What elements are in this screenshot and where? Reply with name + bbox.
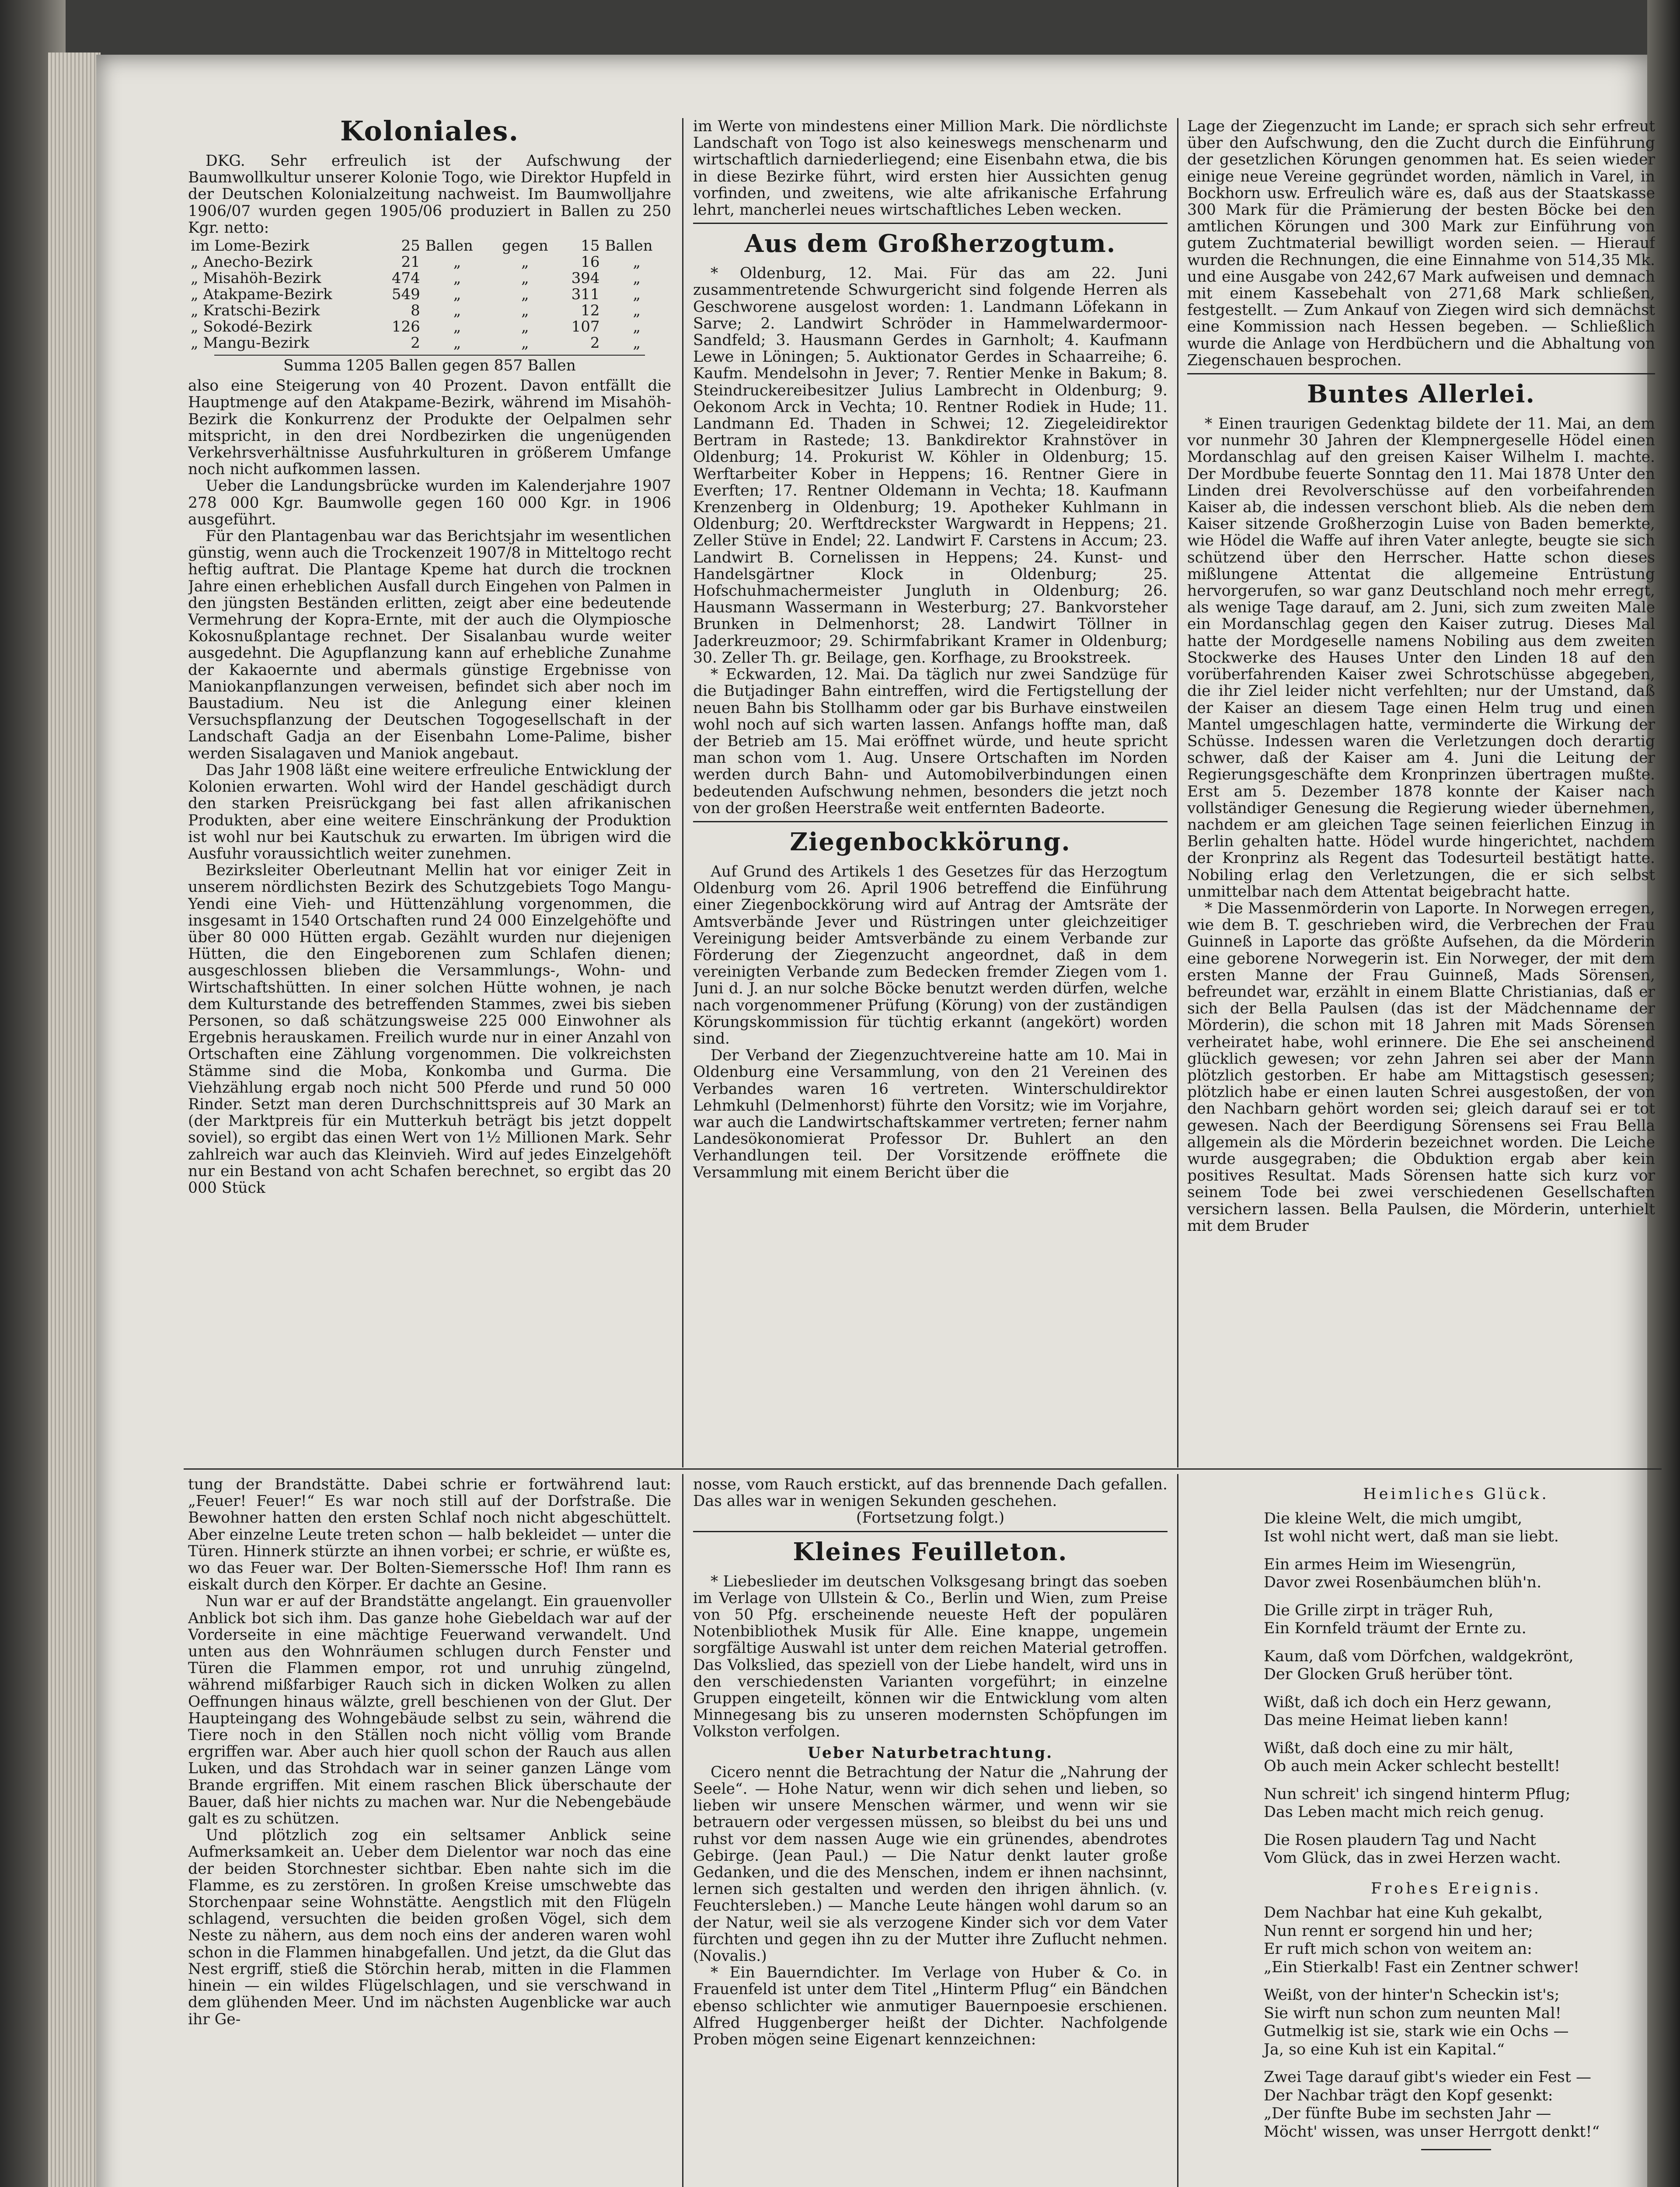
story-paragraph: Und plötzlich zog ein seltsamer Anblick seine Aufmerksamkeit an. Ueber dem Dielentor war noch das eine der beiden Storchnester sichtbar. Eben nahte sich im die Flamme, es zu zerstören. In großen Kreise umschwebte das Storchenpaar seine Wohnstätte. Aengstlich mit den Flügeln schlagend, versuchten die beiden großen Vögel, sich dem Neste zu nähern, aus dem noch eins der anderen waren wohl schon in die Flammen hinabgefallen. Und jetzt, da die Glut das Nest ergriff, stieß die Störchin herab, mitten in die Flammen hinein — ein wildes Flügelschlagen, und sie verschwand in dem glühenden Meer. Und im nächsten Augenblicke war auch ihr Ge-: [188, 1827, 671, 2028]
article-paragraph: Ueber die Landungsbrücke wurden im Kalenderjahre 1907 278 000 Kgr. Baumwolle gegen 160 000 Kgr. in 1906 ausgeführt.: [188, 477, 671, 528]
poem-line: Weißt, von der hinter'n Scheckin ist's;: [1264, 1986, 1560, 2004]
article-paragraph: DKG. Sehr erfreulich ist der Aufschwung der Baumwollkultur unserer Kolonie Togo, wie Direktor Hupfeld in der Deutschen Kolonialzeitung nachweist. Im Baumwolljahre 1906/07 wurden gegen 1905/06 produziert in Ballen zu 250 Kgr. netto:: [188, 152, 671, 237]
table-row: im Lome-Bezirk 25 Ballen gegen 15 Ballen: [191, 237, 653, 255]
poem-line: Kaum, daß vom Dörfchen, waldgekrönt,: [1264, 1647, 1574, 1665]
poem-line: Ob auch mein Acker schlecht bestellt!: [1264, 1757, 1561, 1775]
article-paragraph: * Ein Bauerndichter. Im Verlage von Huber & Co. in Frauenfeld ist unter dem Titel „Hinterm Pflug“ ein Bändchen ebenso schlichter wie anmutiger Bauernpoesie erschienen. Alfred Huggenberger heißt der Dichter. Nachfolgende Proben mögen seine Eigenart kennzeichnen:: [693, 1964, 1168, 2049]
table-row: „ Anecho-Bezirk 21 „ „ 16 „: [191, 253, 641, 271]
poem-line: Er ruft mich schon von weitem an:: [1264, 1940, 1532, 1958]
poem-line: Der Nachbar trägt den Kopf gesenkt:: [1264, 2086, 1553, 2104]
divider: [693, 821, 1168, 822]
divider: [693, 1531, 1168, 1532]
column-poems: [1264, 1483, 1649, 2187]
article-paragraph: * Die Massenmörderin von Laporte. In Norwegen erregen, wie dem B. T. geschrieben wird, die Verbrechen der Frau Guinneß in Laporte das größte Aufsehen, da die Mörderin eine geborene Norwegerin ist. Ein Norweger, der mit dem ersten Manne der Frau Guinneß, Mads Sörensen, befreundet war, erzählt in einem Blatte Christianias, daß er sich der Bella Paulsen (das ist der Mädchenname der Mörderin), die schon mit 18 Jahren mit Mads Sörensen verheiratet habe, wohl erinnere. Die Ehe sei anscheinend glücklich gewesen; vor zehn Jahren sei aber der Mann plötzlich gestorben. Er habe am Mittagstisch gesessen; plötzlich habe er einen lauten Schrei ausgestoßen, der von den Nachbarn gehört worden sei; gleich darauf sei er tot gewesen. Nach der Beerdigung Sörensens sei Frau Bella allgemein als die Mörderin bezeichnet worden. Die Leiche wurde ausgegraben; die Obduktion ergab aber kein positives Resultat. Mads Sörensen hatte sich kurz vor seinem Tode bei zwei verschiedenen Gesellschaften versichern lassen. Bella Paulsen, die Mörderin, unterhielt mit dem Bruder: [1187, 899, 1655, 1235]
column-rule: [682, 1474, 683, 2187]
story-paragraph: Nun war er auf der Brandstätte angelangt. Ein grauenvoller Anblick bot sich ihm. Das ganze hohe Giebeldach war auf der Vorderseite in eine mächtige Feuerwand verwandelt. Und unten aus den Wohnräumen schlugen durch Fenster und Türen die Flammen empor, rot und unruhig züngelnd, während mißfarbiger Rauch sich in dicken Wolken zu allen Oeffnungen hinaus wälzte, grell beschienen von der Glut. Der Haupteingang des Wohngebäude selbst zu sein, während die Tiere noch in den Ställen noch nicht völlig vom Brande ergriffen war. Aber auch hier quoll schon der Rauch aus allen Luken, und das Strohdach war in seiner ganzen Länge vom Brande ergriffen. Mit einem raschen Blick überschaute der Bauer, daß hier nichts zu machen war. Nur die Nebengebäude galt es zu schützen.: [188, 1593, 671, 1828]
table-row: „ Misahöh-Bezirk 474 „ „ 394 „: [191, 269, 641, 287]
article-paragraph: Für den Plantagenbau war das Berichtsjahr im wesentlichen günstig, wenn auch die Trockenzeit 1907/8 in Mitteltogo recht heftig auftrat. Die Plantage Kpeme hat durch die trocknen Jahre einen erheblichen Ausfall durch Eingehen von Palmen in den jüngsten Beständen erlitten, zeigt aber eine bedeutende Vermehrung der Kopra-Ernte, mit der auch die Olympiosche Kokosnußplantage rechnet. Der Sisalanbau wurde weiter ausgedehnt. Die Agupflanzung kann auf erhebliche Zunahme der Kakaoernte und abermals günstige Ergebnisse von Maniokanpflanzungen verweisen, befindet sich aber noch im Baustadium. Neu ist die Anlegung einer kleinen Versuchspflanzung der Deutschen Togogesellschaft in der Landschaft Gadja an der Eisenbahn Lome-Palime, bisher werden Sisalagaven und Maniok angebaut.: [188, 528, 671, 762]
column-grossherzogtum: [693, 118, 1168, 1467]
article-paragraph: Das Jahr 1908 läßt eine weitere erfreuliche Entwicklung der Kolonien erwarten. Wohl wird der Handel geschädigt durch den starken Preisrückgang bei fast allen afrikanischen Produkten, aber eine weitere Einschränkung der Produktion ist wohl nur bei Kautschuk zu erwarten. Im übrigen wird die Ausfuhr voraussichtlich weiter zunehmen.: [188, 761, 671, 863]
poem-line: Ein Kornfeld träumt der Ernte zu.: [1264, 1620, 1527, 1637]
table-row: „ Mangu-Bezirk 2 „ „ 2 „: [191, 334, 641, 352]
article-paragraph: * Liebeslieder im deutschen Volksgesang bringt das soeben im Verlage von Ullstein & Co., Berlin und Wien, zum Preise von 50 Pfg. erscheinende neueste Heft der populären Notenbibliothek Musik für Alle. Eine knappe, ungemein sorgfältige Auswahl ist unter dem reichen Material getroffen. Das Volkslied, das speziell von der Liebe handelt, wird uns in den verschiedensten Varianten vorgeführt; in einzelne Gruppen eingeteilt, können wir die Entwicklung vom alten Minnegesang bis zu unseren modernsten Schöpfungen im Volkston verfolgen.: [693, 1572, 1168, 1741]
column-feuilleton: [693, 1476, 1168, 2187]
column-rule: [1177, 1474, 1178, 2187]
column-buntes-allerlei: [1187, 118, 1655, 1467]
heading-buntes-allerlei: Buntes Allerlei.: [1307, 380, 1536, 409]
heading-koloniales: Koloniales.: [340, 115, 519, 147]
column-serial-story: [188, 1476, 671, 2187]
column-rule: [682, 118, 683, 1467]
heading-kleines-feuilleton: Kleines Feuilleton.: [793, 1537, 1068, 1566]
article-paragraph: * Oldenburg, 12. Mai. Für das am 22. Juni zusammentretende Schwurgericht sind folgende Herren als Geschworene ausgelost worden: 1. Landmann Löfekann in Sarve; 2. Landwirt Schröder in Hammelwardermoor-Sandfeld; 3. Hausmann Gerdes in Garnholt; 4. Kaufmann Lewe in Löningen; 5. Auktionator Gerdes in Schaarreihe; 6. Kaufm. Mendelsohn in Jever; 7. Rentier Menke in Bakum; 8. Steindruckereibesitzer Julius Lambrecht in Oldenburg; 9. Oekonom Arck in Vechta; 10. Rentner Rodiek in Hude; 11. Landmann Ed. Thaden in Schwei; 12. Ziegeleidirektor Bertram in Rastede; 13. Bankdirektor Krahnstöver in Oldenburg; 14. Prokurist W. Köhler in Oldenburg; 15. Werftarbeiter Kober in Heppens; 16. Rentner Giere in Everften; 17. Rentner Oldemann in Vechta; 18. Kaufmann Krenzenberg in Oldenburg; 19. Apotheker Kuhlmann in Oldenburg; 20. Werftdreckster Wargwardt in Heppens; 21. Zeller Stüve in Endel; 22. Landwirt F. Carstens in Accum; 23. Landwirt B. Cornelissen in Heppens; 24. Kunst- und Handelsgärtner Klock in Oldenburg; 25. Hofschuhmachermeister Jungluth in Oldenburg; 26. Hausmann Wassermann in Westerburg; 27. Bankvorsteher Brunken in Delmenhorst; 28. Landwirt Töllner in Jaderkreuzmoor; 29. Schirmfabrikant Kramer in Oldenburg; 30. Zeller Th. gr. Beilage, gen. Korfhage, zu Brookstreek.: [693, 265, 1168, 667]
poem-title: Heimliches Glück.: [1363, 1485, 1549, 1503]
article-paragraph: * Eckwarden, 12. Mai. Da täglich nur zwei Sandzüge für die Butjadinger Bahn eintreffen, wird die Fertigstellung der neuen Bahn bis Stollhamm oder gar bis Burhave einstweilen wohl noch auf sich warten lassen. Anfangs hoffte man, daß der Betrieb am 15. Mai eröffnet würde, und heute spricht man schon vom 1. Aug. Unsere Ortschaften im Norden werden durch Bahn- und Automobilverbindungen einen bedeutenden Aufschwung nehmen, besonders die jetzt noch von der großen Heerstraße weit entfernten Badeorte.: [693, 666, 1168, 817]
poem-line: Zwei Tage darauf gibt's wieder ein Fest —: [1264, 2068, 1591, 2086]
table-row: „ Sokodé-Bezirk 126 „ „ 107 „: [191, 318, 641, 336]
continuation-note: (Fortsetzung folgt.): [856, 1509, 1005, 1527]
article-paragraph: Bezirksleiter Oberleutnant Mellin hat vor einiger Zeit in unserem nördlichsten Bezirk des Schutzgebiets Togo Mangu-Yendi eine Vieh- und Hüttenzählung vorgenommen, die insgesamt in 1540 Ortschaften rund 24 000 Einzelgehöfte und über 80 000 Hütten ergab. Gezählt wurden nur diejenigen Hütten, die den Eingeborenen zum Schlafen dienen; ausgeschlossen blieben die Versammlungs-, Wohn- und Wirtschaftshütten. In einer solchen Hütte wohnen, je nach dem Kulturstande des betreffenden Stammes, zwei bis sieben Personen, so daß schätzungsweise 225 000 Einwohner als Ergebnis herauskamen. Freilich wurde nur in einer Anzahl von Ortschaften eine Zählung vorgenommen. Die volkreichsten Stämme sind die Moba, Konkomba und Gurma. Die Viehzählung ergab noch nicht 500 Pferde und rund 50 000 Rinder. Setzt man deren Durchschnittspreis auf 30 Mark an (der Marktpreis für ein Mutterkuh beträgt bis jetzt doppelt soviel), so ergibt das einen Wert von 1½ Millionen Mark. Sehr zahlreich war auch das Kleinvieh. Wird auf jedes Einzelgehöft nur ein Bestand von acht Schafen berechnet, so ergibt das 20 000 Stück: [188, 862, 671, 1197]
poem-line: Vom Glück, das in zwei Herzen wacht.: [1264, 1849, 1561, 1867]
cotton-table: [188, 238, 671, 351]
poem-line: Das meine Heimat lieben kann!: [1264, 1712, 1509, 1729]
column-koloniales: [188, 112, 671, 1467]
poem-line: Gutmelkig ist sie, stark wie ein Ochs —: [1264, 2023, 1569, 2040]
divider: [1187, 373, 1655, 374]
poem-line: „Ein Stierkalb! Fast ein Zentner schwer!: [1264, 1958, 1579, 1976]
article-paragraph: Cicero nennt die Betrachtung der Natur die „Nahrung der Seele“. — Hohe Natur, wenn wir dich sehen und lieben, so lieben wir unsere Menschen wärmer, und wenn wir sie betrauern oder vergessen müssen, so bleibst du bei uns und ruhst vor dem nassen Auge wie ein grünendes, abendrotes Gebirge. (Jean Paul.) — Die Natur denkt lauter große Gedanken, und die des Menschen, indem er ihnen nachsinnt, lernen sich gestalten und werden den ihrigen ähnlich. (v. Feuchtersleben.) — Manche Leute hängen wohl darum so an der Natur, weil sie als verzogene Kinder sich vor dem Vater fürchten und gegen ihn zu der Mutter ihre Zuflucht nehmen. (Novalis.): [693, 1763, 1168, 1965]
article-paragraph: Der Verband der Ziegenzuchtvereine hatte am 10. Mai in Oldenburg eine Versammlung, von den 21 Vereinen des Verbandes waren 16 vertreten. Winterschuldirektor Lehmkuhl (Delmenhorst) führte den Vorsitz; wie im Vorjahre, war auch die Landwirtschaftskammer vertreten; ferner nahm Landesökonomierat Professor Dr. Buhlert an den Verhandlungen teil. Der Vorsitzende eröffnete die Versammlung mit einem Bericht über die: [693, 1047, 1168, 1181]
article-paragraph: * Einen traurigen Gedenktag bildete der 11. Mai, an dem vor nunmehr 30 Jahren der Klempnergeselle Hödel einen Mordanschlag auf den greisen Kaiser Wilhelm I. machte. Der Mordbube feuerte Sonntag den 11. Mai 1878 Unter den Linden drei Revolverschüsse auf den vorbeifahrenden Kaiser ab, die indessen verschont blieb. Als die neben dem Kaiser sitzende Großherzogin Luise von Baden bemerkte, wie Hödel die Waffe auf ihren Vater anlegte, beugte sie sich schützend über den Herrscher. Hatte schon dieses mißlungene Attentat die allgemeine Entrüstung hervorgerufen, so war ganz Deutschland noch mehr erregt, als wenige Tage darauf, am 2. Juni, sich zum zweiten Male ein Mordanschlag gegen den Kaiser zutrug. Dieses Mal hatte der Mordgeselle namens Nobiling aus dem zweiten Stockwerke des Hauses Unter den Linden 18 auf den vorüberfahrenden Kaiser zwei Schrotschüsse abgegeben, die ihr Ziel leider nicht verfehlten; nur der Umstand, daß der Kaiser an diesem Tage einen Helm trug und einen Mantel umgeschlagen hatte, verminderte die Wirkung der Schüsse. Indessen waren die Verletzungen doch derartig schwer, daß der Kaiser am 4. Juni die Leitung der Regierungsgeschäfte dem Kronprinzen übertragen mußte. Erst am 5. Dezember 1878 konnte der Kaiser nach vollständiger Genesung die Regierung wieder übernehmen, nachdem er am gleichen Tage seinen feierlichen Einzug in Berlin gehalten hatte. Hödel wurde hingerichtet, nachdem der Kronprinz als Regent das Todesurteil bestätigt hatte. Nobiling erlag den Verletzungen, die er sich selbst unmittelbar nach dem Attentat beigebracht hatte.: [1187, 415, 1655, 901]
heading-ziegenbockkoerung: Ziegenbockkörung.: [790, 827, 1071, 856]
poem-line: Nun schreit' ich singend hinterm Pflug;: [1264, 1785, 1571, 1803]
poem-line: Der Glocken Gruß herüber tönt.: [1264, 1666, 1513, 1683]
table-sum: Summa 1205 Ballen gegen 857 Ballen: [214, 355, 645, 374]
poem-line: Wißt, daß doch eine zu mir hält,: [1264, 1739, 1514, 1757]
section-rule: [184, 1468, 1662, 1470]
poem-line: Ja, so eine Kuh ist ein Kapital.“: [1264, 2040, 1505, 2058]
story-paragraph: tung der Brandstätte. Dabei schrie er fortwährend laut: „Feuer! Feuer!“ Es war noch still auf der Dorfstraße. Die Bewohner hatten den ersten Schlaf noch nicht abgeschüttelt. Aber einzelne Leute treten schon — halb bekleidet — unter die Türen. Hinnerk stürzte an ihnen vorbei; er schrie, er wüßte es, wo das Feuer war. Der Bolten-Siemerssche Hof! Ihm rann es eiskalt durch den Körper. Er dachte an Gesine.: [188, 1476, 671, 1594]
article-paragraph: im Werte von mindestens einer Million Mark. Die nördlichste Landschaft von Togo ist also keineswegs menschenarm und wirtschaftlich darniederliegend; eine Eisenbahn etwa, die bis in diese Bezirke führt, wird ersten hier Aussichten genug vorfinden, und zweitens, wie alte afrikanische Erfahrung lehrt, mancherlei neues wirtschaftliches Leben wecken.: [693, 118, 1168, 219]
article-paragraph: also eine Steigerung von 40 Prozent. Davon entfällt die Hauptmenge auf den Atakpame-Bezirk, während im Misahöh-Bezirk die Konkurrenz der Produkte der Oelpalmen sehr mitspricht, in den drei Nordbezirken die ungenügenden Verkehrsverhältnisse Ausfuhrkulturen in größerem Umfange noch nicht aufkommen lassen.: [188, 377, 671, 479]
poem-line: „Der fünfte Bube im sechsten Jahr —: [1264, 2105, 1551, 2122]
poem-line: Ist wohl nicht wert, daß man sie liebt.: [1264, 1528, 1559, 1545]
divider: [693, 223, 1168, 224]
poem-title: Frohes Ereignis.: [1371, 1880, 1541, 1897]
table-row: „ Kratschi-Bezirk 8 „ „ 12 „: [191, 302, 641, 320]
poem-line: Die Grille zirpt in träger Ruh,: [1264, 1601, 1494, 1619]
poem-line: Die Rosen plaudern Tag und Nacht: [1264, 1831, 1536, 1849]
heading-grossherzogtum: Aus dem Großherzogtum.: [744, 229, 1116, 259]
poem-line: Ein armes Heim im Wiesengrün,: [1264, 1555, 1516, 1573]
story-paragraph: nosse, vom Rauch erstickt, auf das brennende Dach gefallen. Das alles war in wenigen Sekunden geschehen.: [693, 1476, 1168, 1510]
poem-line: Wißt, daß ich doch ein Herz gewann,: [1264, 1693, 1552, 1711]
poem-line: Die kleine Welt, die mich umgibt,: [1264, 1509, 1523, 1527]
page-stack: [48, 52, 101, 2187]
column-rule: [1177, 118, 1178, 1467]
end-rule: [1421, 2149, 1491, 2150]
subheading-naturbetrachtung: Ueber Naturbetrachtung.: [807, 1744, 1053, 1762]
poem-line: Davor zwei Rosenbäumchen blüh'n.: [1264, 1574, 1542, 1591]
poem-line: Das Leben macht mich reich genug.: [1264, 1803, 1544, 1821]
table-row: „ Atakpame-Bezirk 549 „ „ 311 „: [191, 286, 641, 304]
poem-line: Nun rennt er sorgend hin und her;: [1264, 1922, 1533, 1940]
article-paragraph: Auf Grund des Artikels 1 des Gesetzes für das Herzogtum Oldenburg vom 26. April 1906 betreffend die Einführung einer Ziegenbockkörung wird auf Antrag der Amtsräte der Amtsverbände Jever und Rüstringen unter gleichzeitiger Vereinigung beider Amtsverbände zu einem Verbande zur Förderung der Ziegenzucht angeordnet, daß in dem vereinigten Verbande zum Bedecken fremder Ziegen vom 1. Juni d. J. an nur solche Böcke benutzt werden dürfen, welche nach vorgenommener Prüfung (Körung) von der zuständigen Körungskommission für tüchtig erkannt (angekört) worden sind.: [693, 863, 1168, 1048]
poem-line: Möcht' wissen, was unser Herrgott denkt!“: [1264, 2123, 1600, 2141]
poem-line: Sie wirft nun schon zum neunten Mal!: [1264, 2004, 1561, 2022]
article-paragraph: Lage der Ziegenzucht im Lande; er sprach sich sehr erfreut über den Aufschwung, den die Zucht durch die Einführung der gesetzlichen Körungen genommen hat. Es seien wieder einige neue Vereine gegründet worden, nämlich in Varel, in Bockhorn usw. Erfreulich wäre es, daß aus der Staatskasse 300 Mark für die Prämierung der besten Böcke bei den amtlichen Körungen und 300 Mark zur Einführung von gutem Zuchtmaterial bewilligt worden seien. — Hierauf wurden die Rechnungen, die eine Einnahme von 514,35 Mk. und eine Ausgabe von 242,67 Mark aufweisen und demnach mit einem Kassebehalt von 271,68 Mark schließen, festgestellt. — Zum Ankauf von Ziegen wird sich demnächst eine Kommission nach Hessen begeben. — Schließlich wurde die Anlage von Herdbüchern und die Abhaltung von Ziegenschauen besprochen.: [1187, 118, 1655, 369]
poem-line: Dem Nachbar hat eine Kuh gekalbt,: [1264, 1904, 1543, 1921]
